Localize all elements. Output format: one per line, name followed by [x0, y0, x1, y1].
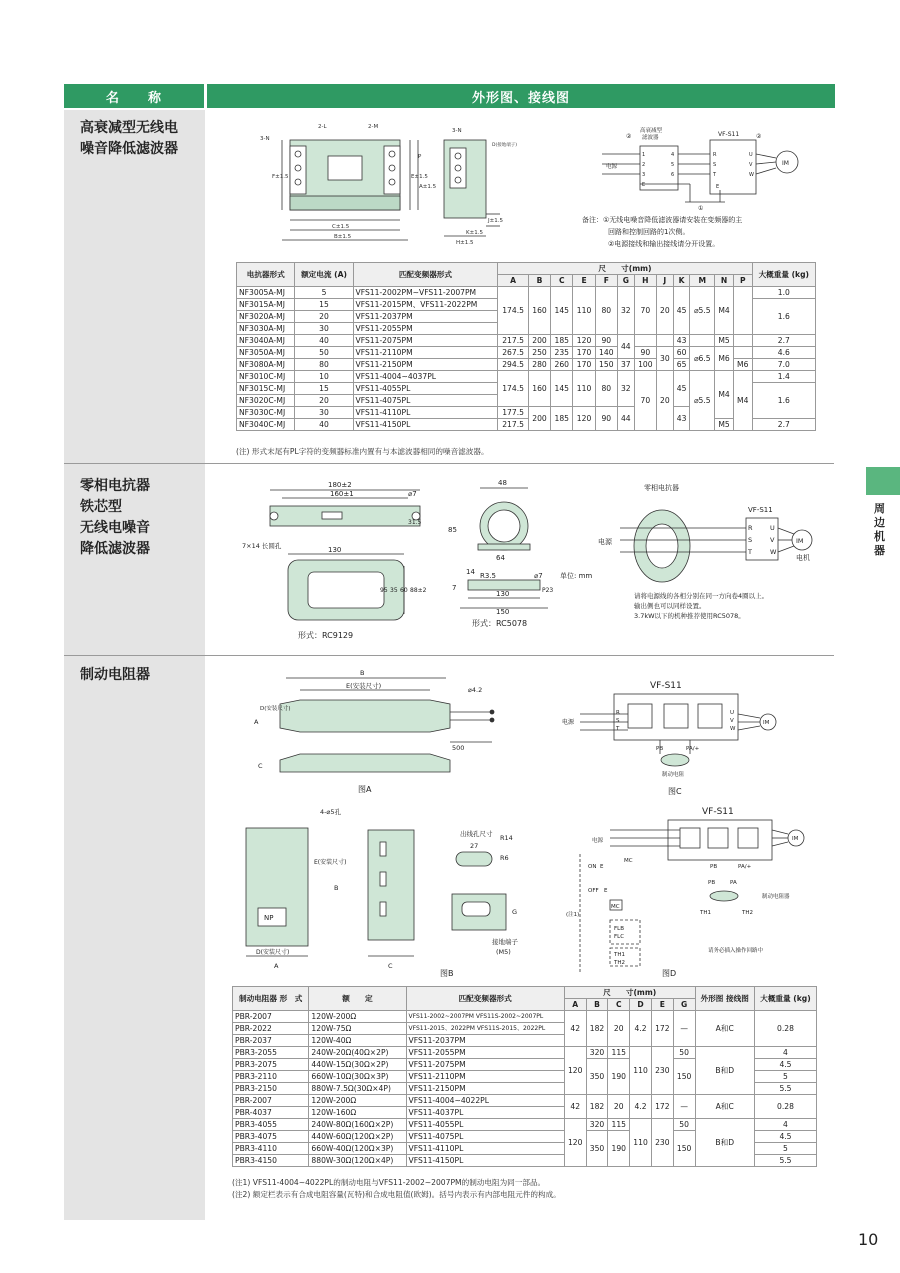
table-row: NF3040A-MJ 40 VFS11-2075PM 217.5 200 185 120 90 44 43 M5 2.7 — [237, 335, 816, 347]
dim-label: A±1.5 — [419, 184, 437, 190]
svg-text:PA/+: PA/+ — [738, 864, 752, 870]
svg-text:4: 4 — [671, 152, 675, 158]
svg-text:R3.5: R3.5 — [480, 572, 496, 580]
svg-text:TH2: TH2 — [742, 910, 753, 916]
col-header: 大概重量 (kg) — [754, 987, 816, 1011]
dim-label: P — [418, 154, 422, 160]
svg-text:R: R — [713, 152, 717, 158]
svg-text:⌀4.2: ⌀4.2 — [468, 686, 483, 694]
svg-text:7: 7 — [452, 584, 457, 592]
table-row: PBR-4037 120W-160Ω VFS11-4037PL — [233, 1107, 817, 1119]
filter-front-view — [282, 140, 418, 240]
svg-text:R: R — [748, 524, 753, 532]
filter-wiring-diagram — [602, 140, 798, 202]
table-row: PBR3-2075 440W-15Ω(30Ω×2P) VFS11-2075PM 350 190 150 4.5 — [233, 1059, 817, 1071]
svg-text:FLC: FLC — [614, 934, 625, 940]
svg-text:TH1: TH1 — [700, 910, 711, 916]
svg-text:⌀7: ⌀7 — [534, 572, 543, 580]
dim-label: 3-N — [452, 128, 462, 134]
table-row: NF3005A-MJ 5 VFS11-2002PM~VFS11-2007PM 174.5 160 145 110 80 32 70 20 45 ⌀5.5 M4 1.0 — [237, 287, 816, 299]
col-header: 匹配变频器形式 — [406, 987, 564, 1011]
svg-text:零相电抗器: 零相电抗器 — [644, 484, 679, 492]
filter-table-note: (注) 形式末尾有PL字符的变频器标准内置有与本滤波器相同的噪音滤波器。 — [236, 447, 489, 456]
svg-text:E(安装尺寸): E(安装尺寸) — [346, 682, 382, 690]
table-row: PBR3-2110 660W-10Ω(30Ω×3P) VFS11-2110PM 5 — [233, 1071, 817, 1083]
svg-text:D(安装尺寸): D(安装尺寸) — [260, 706, 291, 712]
svg-text:C: C — [258, 762, 263, 770]
table-row: NF3030A-MJ 30 VFS11-2055PM — [237, 323, 816, 335]
svg-text:W: W — [749, 172, 754, 178]
svg-text:R: R — [616, 710, 620, 716]
svg-text:OFF: OFF — [588, 888, 599, 894]
svg-text:V: V — [749, 162, 753, 168]
svg-text:电源: 电源 — [592, 838, 604, 844]
svg-text:B: B — [360, 669, 365, 677]
svg-text:E(安装尺寸): E(安装尺寸) — [314, 859, 347, 866]
svg-text:88±2: 88±2 — [410, 587, 427, 594]
svg-text:6: 6 — [671, 172, 675, 178]
svg-text:35: 35 — [390, 587, 398, 594]
svg-text:160±1: 160±1 — [330, 490, 354, 498]
svg-text:C: C — [388, 962, 393, 970]
svg-text:130: 130 — [328, 546, 342, 554]
svg-text:(M5): (M5) — [496, 948, 511, 956]
svg-text:TH1: TH1 — [614, 952, 625, 958]
svg-text:接地端子: 接地端子 — [492, 938, 518, 946]
svg-text:图B: 图B — [440, 969, 454, 978]
svg-text:31.5: 31.5 — [408, 519, 422, 526]
table-row: PBR-2022 120W-75Ω VFS11-2015、2022PM VFS11S-2015、2022PL — [233, 1023, 817, 1035]
svg-text:备注：①无线电噪音降低滤波器请安装在变频器的主: 备注：①无线电噪音降低滤波器请安装在变频器的主 — [582, 216, 743, 224]
svg-text:1: 1 — [642, 152, 646, 158]
svg-text:T: T — [713, 172, 717, 178]
col-header: 额 定 — [309, 987, 406, 1011]
svg-text:14: 14 — [466, 568, 475, 576]
table-row: NF3040C-MJ 40 VFS11-4150PL 217.5 M5 2.7 — [237, 419, 816, 431]
table-row: NF3030C-MJ 30 VFS11-4110PL 177.5 200 185 120 90 44 43 — [237, 407, 816, 419]
table-row: NF3020C-MJ 20 VFS11-4075PL — [237, 395, 816, 407]
dim-label: F±1.5 — [272, 174, 289, 180]
table-row: PBR3-4150 880W-30Ω(120Ω×4P) VFS11-4150PL 5.5 — [233, 1155, 817, 1167]
col-header: 匹配变频器形式 — [353, 263, 498, 287]
section-name-filter: 高衰减型无线电 噪音降低滤波器 — [80, 120, 178, 157]
figD-labels — [566, 807, 799, 978]
svg-text:R6: R6 — [500, 854, 509, 862]
brake-resistor-drawings — [230, 664, 830, 982]
svg-text:130: 130 — [496, 590, 510, 598]
dim-label: B±1.5 — [334, 234, 352, 240]
dim-label: H±1.5 — [456, 240, 474, 246]
svg-text:单位: mm: 单位: mm — [560, 572, 593, 580]
svg-text:PB: PB — [710, 864, 718, 870]
table-row: PBR-2007 120W-200Ω VFS11-2002~2007PM VFS11S-2002~2007PL 42 182 20 4.2 172 — A和C 0.28 — [233, 1011, 817, 1023]
side-tab-label: 周边机器 — [874, 502, 885, 557]
svg-text:PA/+: PA/+ — [686, 746, 700, 752]
header-name-col: 名 称 — [64, 84, 204, 108]
page-number: 10 — [858, 1230, 879, 1249]
svg-text:请将电源线的各相分别在同一方向卷4圈以上。: 请将电源线的各相分别在同一方向卷4圈以上。 — [634, 592, 769, 600]
table-row: PBR3-4110 660W-40Ω(120Ω×3P) VFS11-4110PL 5 — [233, 1143, 817, 1155]
svg-text:W: W — [770, 548, 777, 556]
figA-drawing — [280, 678, 494, 772]
svg-text:U: U — [770, 524, 775, 532]
dim-label: K±1.5 — [466, 230, 483, 236]
brake-resistor-spec-table: 制动电阻器 形 式 额 定 匹配变频器形式 尺 寸(mm) 外形图 接线图 大概重量 (kg) A B C D E G PBR-2007 120W-200Ω VFS11-2002~2007PM VFS11S-2002~2007PL 42 182 20 4.2 172 — A和C 0.28 PBR-2022 120W-75Ω VFS11-2015、2022PM VFS11S-2015、2022PL PBR-2037 120W-40Ω VFS11-2037PM PBR3-2055 240W-20Ω(40Ω×2P) VFS11-2055PM 120 320 115 110 230 50 B和D 4 PBR3-2075 440W-15Ω(30Ω×2P) VFS11-2075PM 350 190 150 4.5 PBR3-2110 660W-10Ω(30Ω×3P) VFS11-2110PM 5 PBR3-2150 880W-7.5Ω(30Ω×4P) VFS11-2150PM 5.5 PBR-2007 120W-200Ω VFS11-4004~4022PL 42 182 20 4.2 172 — A和C 0.28 PBR-4037 120W-160Ω VFS11-4037PL PBR3-4055 240W-80Ω(160Ω×2P) VFS11-4055PL 120 320 115 110 230 50 B和D 4 PBR3-4075 440W-60Ω(120Ω×2P) VFS11-4075PL 350 190 150 4.5 PBR3-4110 660W-40Ω(120Ω×3P) VFS11-4110PL 5 PBR3-4150 880W-30Ω(120Ω×4P) VFS11-4150PL 5.5 — [232, 986, 817, 1167]
brake-table-note-1: (注1) VFS11-4004~4022PL的制动电阻与VFS11-2002~2007PM的制动电阻为同一部品。 — [232, 1178, 546, 1187]
col-header: 制动电阻器 形 式 — [233, 987, 309, 1011]
table-row: PBR3-4075 440W-60Ω(120Ω×2P) VFS11-4075PL 350 190 150 4.5 — [233, 1131, 817, 1143]
table-row: PBR-2007 120W-200Ω VFS11-4004~4022PL 42 182 20 4.2 172 — A和C 0.28 — [233, 1095, 817, 1107]
svg-text:⌀7: ⌀7 — [408, 490, 417, 498]
svg-text:3: 3 — [642, 172, 646, 178]
zero-phase-wiring — [620, 510, 812, 582]
svg-text:B: B — [334, 884, 339, 892]
table-row: NF3015A-MJ 15 VFS11-2015PM、VFS11-2022PM 1.6 — [237, 299, 816, 311]
svg-text:150: 150 — [496, 608, 510, 616]
figB-drawing — [246, 828, 506, 956]
circle-label: ② — [756, 133, 762, 140]
dim-label: D(接地端子) — [492, 143, 517, 148]
rc9129-drawing — [270, 490, 420, 620]
svg-text:电源: 电源 — [562, 719, 575, 726]
col-header: 尺 寸(mm) — [498, 263, 752, 275]
table-row: PBR3-2150 880W-7.5Ω(30Ω×4P) VFS11-2150PM 5.5 — [233, 1083, 817, 1095]
table-row: PBR-2037 120W-40Ω VFS11-2037PM — [233, 1035, 817, 1047]
svg-text:图D: 图D — [662, 969, 677, 978]
svg-text:A: A — [274, 962, 279, 970]
svg-text:4-⌀5孔: 4-⌀5孔 — [320, 808, 342, 816]
svg-text:R14: R14 — [500, 834, 513, 842]
table-row: PBR3-4055 240W-80Ω(160Ω×2P) VFS11-4055PL 120 320 115 110 230 50 B和D 4 — [233, 1119, 817, 1131]
svg-text:V: V — [730, 718, 734, 724]
col-header: 外形图 接线图 — [695, 987, 754, 1011]
svg-text:NP: NP — [264, 914, 274, 922]
col-header: 大概重量 (kg) — [752, 263, 815, 287]
dim-label: 2-M — [368, 124, 379, 130]
motor-label: IM — [782, 160, 789, 167]
svg-text:S: S — [616, 718, 620, 724]
svg-text:G: G — [512, 908, 518, 916]
svg-text:U: U — [730, 710, 735, 716]
figC-drawing — [580, 694, 776, 766]
svg-text:电源: 电源 — [598, 538, 612, 546]
section-name-brake-resistor: 制动电阻器 — [80, 667, 150, 683]
svg-text:64: 64 — [496, 554, 505, 562]
col-header: 额定电流 (A) — [295, 263, 353, 287]
table-row: NF3080A-MJ 80 VFS11-2150PM 294.5 280 260 170 150 37 100 65 M6 7.0 — [237, 359, 816, 371]
svg-text:48: 48 — [498, 479, 507, 487]
svg-text:PB: PB — [708, 880, 716, 886]
svg-text:MC: MC — [624, 858, 633, 864]
svg-text:(注1): (注1) — [566, 912, 580, 918]
table-row: NF3050A-MJ 50 VFS11-2110PM 267.5 250 235 170 140 90 30 60 ⌀6.5 M6 4.6 — [237, 347, 816, 359]
figC-labels — [562, 681, 770, 796]
col-header: 尺 寸(mm) — [564, 987, 695, 999]
svg-text:输出侧也可以同样设置。: 输出侧也可以同样设置。 — [634, 602, 706, 610]
svg-text:S: S — [713, 162, 717, 168]
svg-text:ON: ON — [588, 864, 597, 870]
svg-text:27: 27 — [470, 842, 479, 850]
table-row: NF3015C-MJ 15 VFS11-4055PL 1.6 — [237, 383, 816, 395]
svg-text:制动电阻: 制动电阻 — [662, 772, 685, 778]
svg-text:回路和控制回路的1次侧。: 回路和控制回路的1次侧。 — [608, 228, 690, 236]
svg-text:形式：RC9129: 形式：RC9129 — [298, 631, 354, 640]
brake-table-note-2: (注2) 额定栏表示有合成电阻容量(瓦特)和合成电阻值(欧姆)。括号内表示有内部电阻元件的构成。 — [232, 1190, 561, 1199]
circle-label: ② — [626, 133, 632, 140]
svg-text:7×14 长圆孔: 7×14 长圆孔 — [242, 542, 282, 550]
svg-text:5: 5 — [671, 162, 675, 168]
svg-text:T: T — [616, 726, 620, 732]
zero-phase-drawings — [230, 474, 830, 652]
dim-label: 3-N — [260, 136, 270, 142]
svg-text:E: E — [600, 864, 604, 870]
section-separator — [64, 463, 834, 464]
svg-text:出线孔尺寸: 出线孔尺寸 — [460, 830, 493, 838]
svg-text:图A: 图A — [358, 785, 372, 794]
header-drawing-col: 外形图、接线图 — [207, 84, 835, 108]
inverter-label: VF-S11 — [718, 131, 740, 138]
svg-text:E: E — [642, 182, 646, 188]
col-header: 电抗器形式 — [237, 263, 295, 287]
svg-text:D(安装尺寸): D(安装尺寸) — [256, 949, 290, 956]
svg-text:V: V — [770, 536, 775, 544]
svg-text:请务必插入操作回路中: 请务必插入操作回路中 — [708, 948, 764, 954]
rc5078-labels — [448, 479, 592, 628]
power-label: 电源 — [606, 164, 618, 170]
dim-label: E±1.5 — [411, 174, 428, 180]
section-separator — [64, 655, 834, 656]
svg-text:W: W — [730, 726, 736, 732]
svg-text:85: 85 — [448, 526, 457, 534]
svg-text:PA: PA — [730, 880, 737, 886]
svg-text:②电源接线和输出接线请分开设置。: ②电源接线和输出接线请分开设置。 — [608, 240, 720, 248]
filter-wiring-labels — [606, 126, 789, 212]
svg-text:形式：RC5078: 形式：RC5078 — [472, 619, 528, 628]
svg-text:FLB: FLB — [614, 926, 625, 932]
svg-text:A: A — [254, 718, 259, 726]
svg-text:E: E — [716, 184, 720, 190]
table-row: NF3010C-MJ 10 VFS11-4004~4037PL 174.5 160 145 110 80 32 70 20 45 ⌀5.5 M4 M4 1.4 — [237, 371, 816, 383]
svg-text:VF-S11: VF-S11 — [650, 681, 682, 691]
svg-text:MC: MC — [611, 904, 620, 910]
svg-text:T: T — [748, 548, 752, 556]
svg-text:180±2: 180±2 — [328, 481, 352, 489]
svg-text:3.7kW以下的机种推荐使用RC5078。: 3.7kW以下的机种推荐使用RC5078。 — [634, 612, 745, 620]
svg-text:500: 500 — [452, 744, 465, 752]
filter-box-label: 高衰减型 — [640, 128, 663, 134]
table-row: PBR3-2055 240W-20Ω(40Ω×2P) VFS11-2055PM 120 320 115 110 230 50 B和D 4 — [233, 1047, 817, 1059]
svg-text:P23: P23 — [542, 587, 554, 594]
svg-text:制动电阻器: 制动电阻器 — [762, 894, 790, 900]
svg-text:2: 2 — [642, 162, 646, 168]
filter-remarks — [582, 215, 742, 248]
svg-text:S: S — [748, 536, 753, 544]
svg-text:IM: IM — [763, 720, 770, 726]
svg-text:95: 95 — [380, 587, 388, 594]
svg-text:图C: 图C — [668, 787, 682, 796]
svg-text:IM: IM — [792, 836, 799, 842]
svg-text:U: U — [749, 152, 753, 158]
side-tab — [866, 467, 900, 495]
svg-text:电机: 电机 — [796, 554, 810, 562]
svg-text:IM: IM — [796, 537, 804, 545]
filter-spec-table: 电抗器形式 额定电流 (A) 匹配变频器形式 尺 寸(mm) 大概重量 (kg) A B C E F G H J K M N P NF3005A-MJ 5 VFS11-2002PM~VFS11-2007PM 174.5 160 145 110 80 32 70 20 45 ⌀5.5 M4 1.0 NF3015A-MJ 15 VFS11-2015PM、VFS11-2022PM 1.6 NF3020A-MJ 20 VFS11-2037PM NF3030A-MJ 30 VFS11-2055PM NF3040A-MJ 40 VFS11-2075PM 217.5 200 185 120 90 44 43 M5 2.7 NF3050A-MJ 50 VFS11-2110PM 267.5 250 235 170 140 90 30 60 ⌀6.5 M6 4.6 NF3080A-MJ 80 VFS11-2150PM 294.5 280 260 170 150 37 100 65 M6 7.0 NF3010C-MJ 10 VFS11-4004~4037PL 174.5 160 145 110 80 32 70 20 45 ⌀5.5 M4 M4 1.4 NF3015C-MJ 15 VFS11-4055PL 1.6 NF3020C-MJ 20 VFS11-4075PL NF3030C-MJ 30 VFS11-4110PL 177.5 200 185 120 90 44 43 NF3040C-MJ 40 VFS11-4150PL 217.5 M5 2.7 — [236, 262, 816, 431]
section-name-zero-phase: 零相电抗器 铁芯型 无线电噪音 降低滤波器 — [80, 478, 150, 557]
filter-drawings — [230, 118, 830, 258]
svg-text:PB: PB — [656, 746, 664, 752]
svg-text:VF-S11: VF-S11 — [702, 807, 734, 817]
table-row: NF3020A-MJ 20 VFS11-2037PM — [237, 311, 816, 323]
dim-label: J±1.5 — [488, 218, 503, 224]
svg-text:E: E — [604, 888, 608, 894]
filter-box-label: 滤波器 — [642, 135, 659, 141]
circle-label: ① — [698, 205, 704, 212]
dim-label: C±1.5 — [332, 224, 350, 230]
svg-text:TH2: TH2 — [614, 960, 625, 966]
svg-text:VF-S11: VF-S11 — [748, 506, 773, 514]
svg-text:60: 60 — [400, 587, 408, 594]
dim-label: 2-L — [318, 124, 327, 130]
